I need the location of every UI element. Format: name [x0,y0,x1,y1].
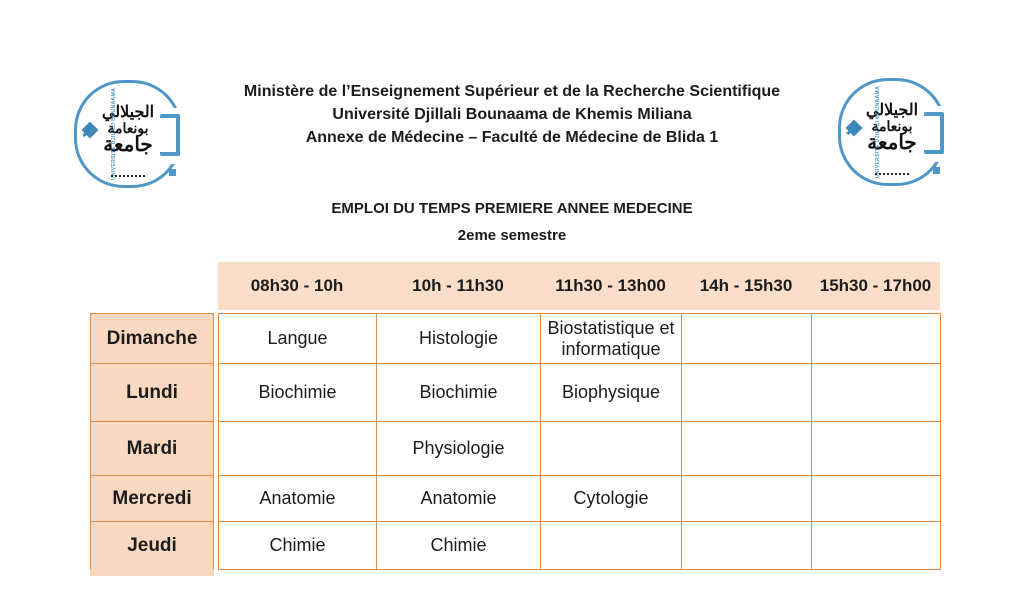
time-slot-header: 08h30 - 10h [250,276,344,295]
logo-arabic-line: الجيلالي [865,101,919,119]
timetable-cell: Biostatistique et informatique [541,314,682,364]
logo-arabic-line: جامعة [103,134,153,157]
day-header: Mardi [91,422,213,476]
time-header-row [218,262,940,310]
time-slot-header: 11h30 - 13h00 [555,276,666,295]
timetable-cell [682,476,812,522]
logo-arabic-line: جامعة [867,132,917,155]
logo-arabic-line: الجيلالي [101,103,155,121]
timetable-cell [812,314,941,364]
document-title: EMPLOI DU TEMPS PREMIERE ANNEE MEDECINE [331,200,693,217]
ministry-line: Ministère de l’Enseignement Supérieur et de la Recherche Scientifique [243,83,781,100]
university-line: Université Djillali Bounaama de Khemis Miliana [332,106,692,123]
timetable-cell: Chimie [377,522,541,570]
timetable-cell [682,314,812,364]
day-header: Dimanche [91,314,213,364]
timetable-cell [812,364,941,422]
logo-arabic-line: بونعامة [871,117,913,134]
timetable-cell: Cytologie [541,476,682,522]
logo-footer-marks [111,175,145,177]
timetable-cell [682,364,812,422]
day-header: Jeudi [91,522,213,570]
timetable-cell: Physiologie [377,422,541,476]
timetable-cell [682,422,812,476]
time-slot-header: 10h - 11h30 [412,276,504,295]
timetable-cell: Chimie [219,522,377,570]
logo-vertical-text: UNIVERSITE DJILALI BOUNAAMA [110,87,117,181]
logo-footer-marks [875,173,909,175]
timetable-cell [812,422,941,476]
day-header: Lundi [91,364,213,422]
document-subtitle: 2eme semestre [457,227,567,244]
day-header: Mercredi [91,476,213,522]
timetable-cell [219,422,377,476]
timetable-cell: Anatomie [377,476,541,522]
timetable-cell [682,522,812,570]
time-slot-header: 14h - 15h30 [699,276,793,295]
time-slot-header: 15h30 - 17h00 [819,276,932,295]
timetable-cell: Anatomie [219,476,377,522]
day-column-overhang [90,569,214,576]
timetable-cell [812,476,941,522]
timetable-cell: Langue [219,314,377,364]
timetable-cell [812,522,941,570]
timetable-cell [541,522,682,570]
timetable-cell [541,422,682,476]
document-header [0,80,1024,149]
logo-vertical-text: UNIVERSITE DJILALI BOUNAAMA [874,85,881,179]
day-column [90,313,214,570]
timetable-cell: Histologie [377,314,541,364]
logo-arabic-line: بونعامة [107,119,149,136]
timetable-cell: Biochimie [219,364,377,422]
timetable-cell: Biochimie [377,364,541,422]
timetable-cell: Biophysique [541,364,682,422]
timetable-grid [218,313,941,570]
faculty-line: Annexe de Médecine – Faculté de Médecine de Blida 1 [305,129,719,146]
